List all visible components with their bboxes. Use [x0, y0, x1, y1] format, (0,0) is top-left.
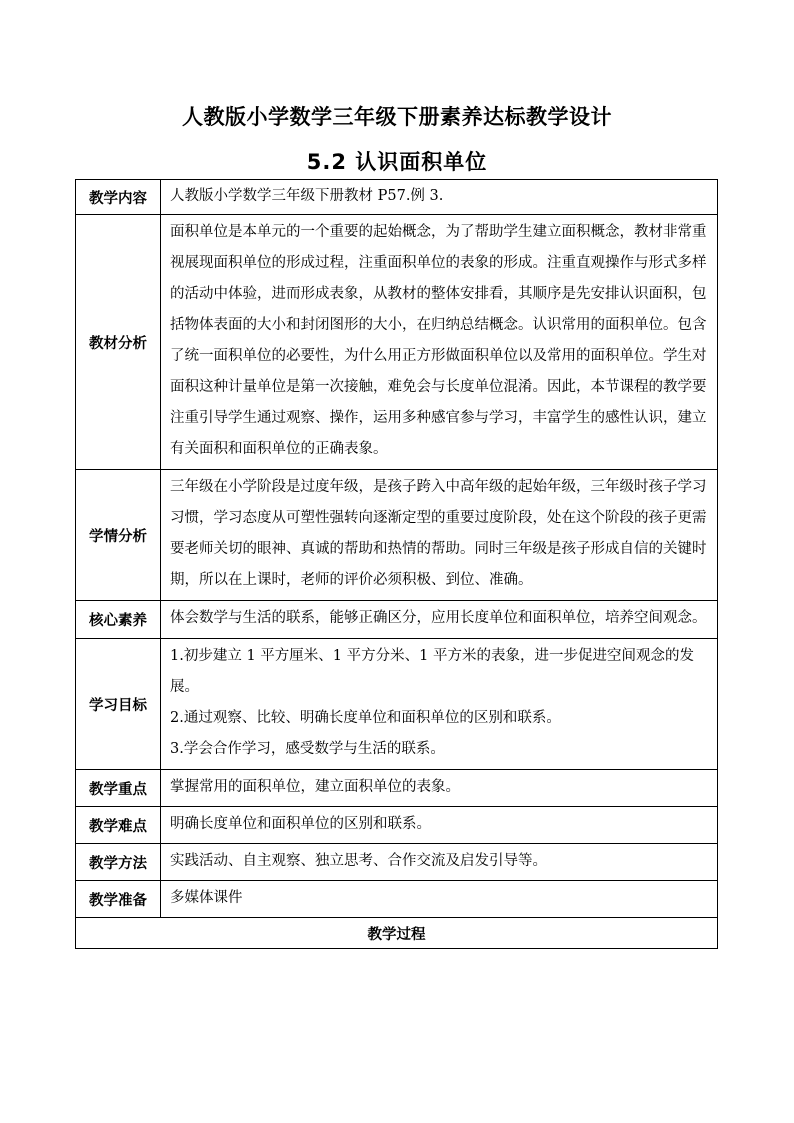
table-row-content [76, 180, 718, 215]
row-text-literacy: 体会数学与生活的联系，能够正确区分，应用长度单位和面积单位，培养空间观念。 [161, 601, 718, 639]
table-row-goals [76, 639, 718, 770]
row-label-preparation: 教学准备 [76, 881, 161, 918]
table-row-process-heading [76, 918, 718, 949]
goal-item: 3.学会合作学习，感受数学与生活的联系。 [170, 741, 445, 757]
row-text-material: 面积单位是本单元的一个重要的起始概念，为了帮助学生建立面积概念，教材非常重视展现面积单位的形成过程，注重面积单位的表象的形成。注重直观操作与形式多样的活动中体验，进而形成表象，从教材的整体安排看，其顺序是先安排认识面积，包括物体表面的大小和封闭图形的大小，在归纳总结概念。认识常用的面积单位。包含了统一面积单位的必要性，为什么用正方形做面积单位以及常用的面积单位。学生对面积这种计量单位是第一次接触，难免会与长度单位混淆。因此，本节课程的教学要注重引导学生通过观察、操作，运用多种感官参与学习，丰富学生的感性认识，建立有关面积和面积单位的正确表象。 [161, 215, 718, 470]
goal-item: 2.通过观察、比较、明确长度单位和面积单位的区别和联系。 [170, 710, 561, 726]
row-label-methods: 教学方法 [76, 844, 161, 881]
lesson-title: 5.2 认识面积单位 [306, 150, 488, 174]
table-row-preparation [76, 881, 718, 918]
lesson-plan-table [75, 179, 718, 949]
row-label-difficulties: 教学难点 [76, 807, 161, 844]
row-label-key-points: 教学重点 [76, 770, 161, 807]
row-text-difficulties: 明确长度单位和面积单位的区别和联系。 [161, 807, 718, 844]
row-text-preparation: 多媒体课件 [161, 881, 718, 918]
row-label-students: 学情分析 [76, 470, 161, 601]
table-row-literacy [76, 601, 718, 639]
row-label-literacy: 核心素养 [76, 601, 161, 639]
document-title: 人教版小学数学三年级下册素养达标教学设计 [182, 105, 612, 129]
table-row-material [76, 215, 718, 470]
row-text-goals [161, 639, 718, 770]
process-heading: 教学过程 [76, 918, 718, 949]
table-row-methods [76, 844, 718, 881]
row-text-methods: 实践活动、自主观察、独立思考、合作交流及启发引导等。 [161, 844, 718, 881]
table-row-difficulties [76, 807, 718, 844]
row-label-material: 教材分析 [76, 215, 161, 470]
row-label-goals: 学习目标 [76, 639, 161, 770]
table-row-students [76, 470, 718, 601]
row-text-students: 三年级在小学阶段是过度年级，是孩子跨入中高年级的起始年级，三年级时孩子学习习惯，学习态度从可塑性强转向逐渐定型的重要过度阶段，处在这个阶段的孩子更需要老师关切的眼神、真诚的帮助和热情的帮助。同时三年级是孩子形成自信的关键时期，所以在上课时，老师的评价必须积极、到位、准确。 [161, 470, 718, 601]
row-text-key-points: 掌握常用的面积单位，建立面积单位的表象。 [161, 770, 718, 807]
row-label-content: 教学内容 [76, 180, 161, 215]
table-row-key-points [76, 770, 718, 807]
goal-item: 1.初步建立 1 平方厘米、1 平方分米、1 平方米的表象，进一步促进空间观念的发展。 [170, 648, 694, 695]
row-text-content: 人教版小学数学三年级下册教材 P57.例 3. [161, 180, 718, 215]
